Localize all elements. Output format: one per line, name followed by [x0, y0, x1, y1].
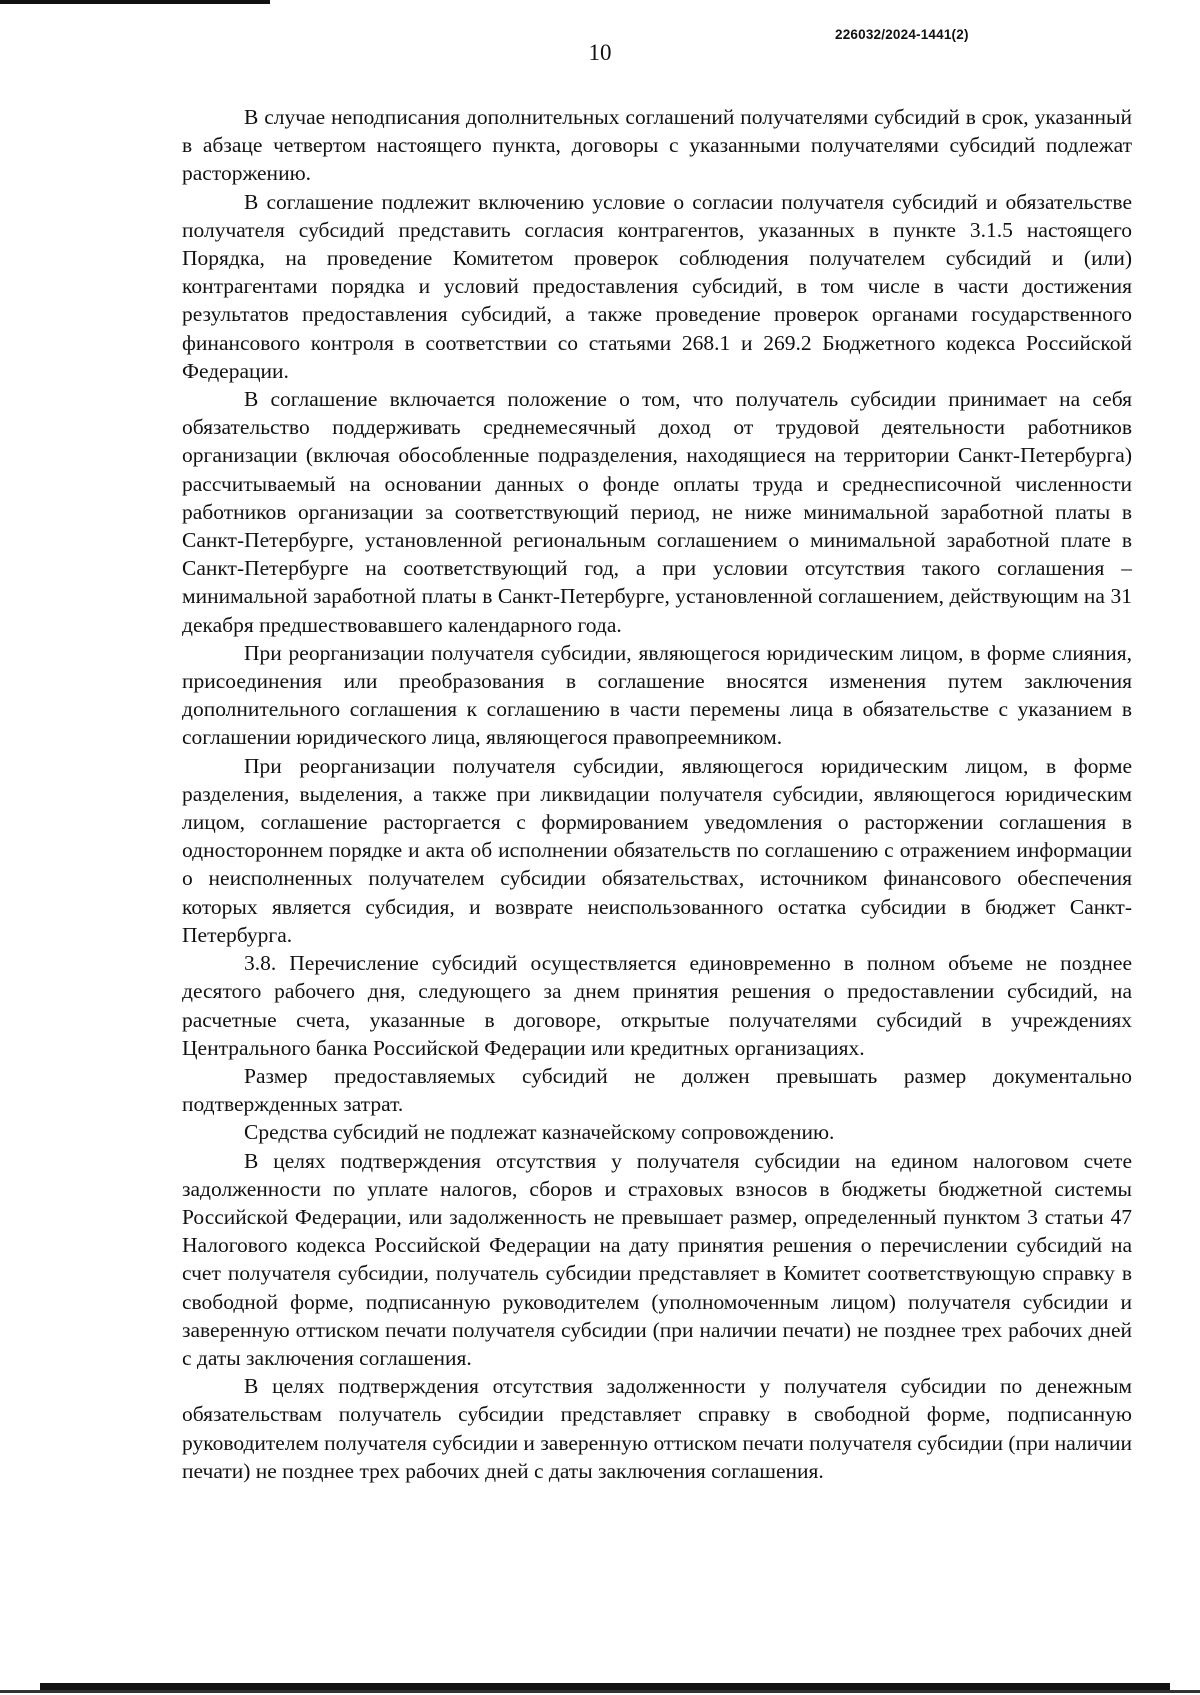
- paragraph: В целях подтверждения отсутствия задолженности у получателя субсидии по денежным обязательствам получатель субсидии представляет справку в свободной форме, подписанную руководителем получателя субсидии и заверенную оттиском печати получателя субсидии (при наличии печати) не позднее трех рабочих дней с даты заключения соглашения.: [182, 1374, 1132, 1483]
- paragraph: В соглашение подлежит включению условие о согласии получателя субсидий и обязательстве получателя субсидий представить согласия контрагентов, указанных в пункте 3.1.5 настоящего Порядка, на проведение Комитетом проверок соблюдения получателем субсидий и (или) контрагентами порядка и условий предоставления субсидий, в том числе в части достижения результатов предоставления субсидий, а также проведение проверок органами государственного финансового контроля в соответствии со статьями 268.1 и 269.2 Бюджетного кодекса Российской Федерации.: [182, 189, 1132, 383]
- paragraph: При реорганизации получателя субсидии, являющегося юридическим лицом, в форме слияния, присоединения или преобразования в соглашение вносятся изменения путем заключения дополнительного соглашения к соглашению в части перемены лица в обязательстве с указанием в соглашении юридического лица, являющегося правопреемником.: [182, 640, 1132, 750]
- page-number: 10: [588, 40, 612, 65]
- document-id: 226032/2024-1441(2): [835, 27, 969, 42]
- paragraph: В соглашение включается положение о том, что получатель субсидии принимает на себя обязательство поддерживать среднемесячный доход от трудовой деятельности работников организации (включая обособленные подразделения, находящиеся на территории Санкт-Петербурга) рассчитываемый на основании данных о фонде оплаты труда и среднесписочной численности работников организации за соответствующий период, не ниже минимальной заработной платы в Санкт-Петербурге, установленной региональным соглашением о минимальной заработной плате в Санкт-Петербурге на соответствующий год, а при условии отсутствия такого соглашения – минимальной заработной платы в Санкт-Петербурге, установленной соглашением, действующим на 31 декабря предшествовавшего календарного года.: [182, 387, 1132, 637]
- paragraph: В случае неподписания дополнительных соглашений получателями субсидий в срок, указанный в абзаце четвертом настоящего пункта, договоры с указанными получателями субсидий подлежат расторжению.: [182, 105, 1132, 186]
- paragraph: В целях подтверждения отсутствия у получателя субсидии на едином налоговом счете задолженности по уплате налогов, сборов и страховых взносов в бюджеты бюджетной системы Российской Федерации, или задолженность не превышает размер, определенный пунктом 3 статьи 47 Налогового кодекса Российской Федерации на дату принятия решения о перечислении субсидий на счет получателя субсидии, получатель субсидии представляет в Комитет соответствующую справку в свободной форме, подписанную руководителем (уполномоченным лицом) получателя субсидии и заверенную оттиском печати получателя субсидии (при наличии печати) не позднее трех рабочих дней с даты заключения соглашения.: [182, 1148, 1132, 1370]
- paragraph: 3.8. Перечисление субсидий осуществляется единовременно в полном объеме не позднее десятого рабочего дня, следующего за днем принятия решения о предоставлении субсидий, на расчетные счета, указанные в договоре, открытые получателями субсидий в учреждениях Центрального банка Российской Федерации или кредитных организациях.: [182, 951, 1132, 1060]
- paragraph: Размер предоставляемых субсидий не должен превышать размер документально подтвержденных затрат.: [182, 1063, 1132, 1117]
- bottom-edge-rule: [40, 1683, 1170, 1690]
- paragraph: Средства субсидий не подлежат казначейскому сопровождению.: [244, 1120, 835, 1145]
- top-edge-rule: [0, 0, 270, 4]
- bottom-edge-shadow: [0, 1690, 1200, 1693]
- document-body: [182, 103, 1132, 1485]
- paragraph: При реорганизации получателя субсидии, являющегося юридическим лицом, в форме разделения, выделения, а также при ликвидации получателя субсидии, являющегося юридическим лицом, соглашение расторгается с формированием уведомления о расторжении соглашения в одностороннем порядке и акта об исполнении обязательств по соглашению с отражением информации о неисполненных получателем субсидии обязательствах, источником финансового обеспечения которых является субсидия, и возврате неиспользованного остатка субсидии в бюджет Санкт-Петербурга.: [182, 753, 1132, 947]
